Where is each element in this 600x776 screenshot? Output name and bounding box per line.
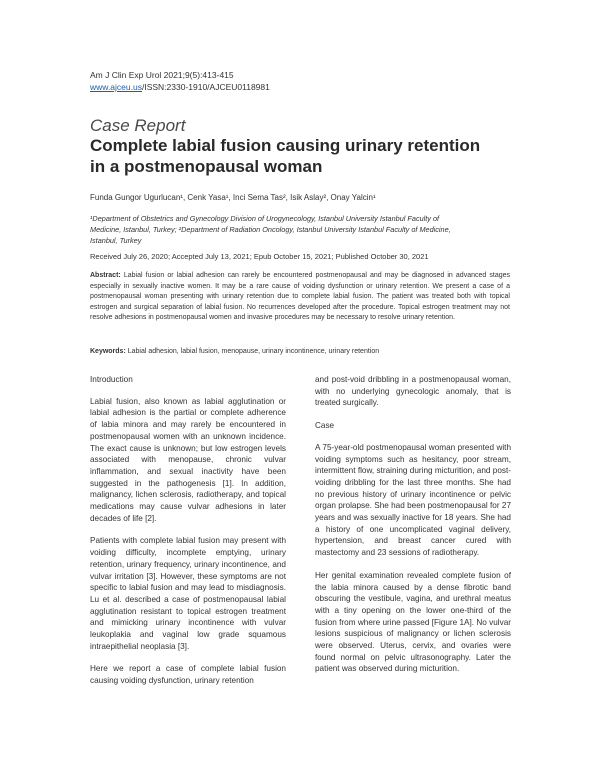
keywords [90,348,379,355]
keywords-text: Labial adhesion, labial fusion, menopause, urinary incontinence, urinary retention [125,348,380,355]
section-heading-case: Case [315,421,335,431]
paragraph: Labial fusion, also known as labial agglutination or labial adhesion is the partial or complete adherence of labia minora and may rarely be encountered in postmenopausal women with an unknown incidence. The exact cause is unknown; but low estrogen levels associated with menopause, chronic vulvar inflammation, and sexual inactivity have been suggested in the pathogenesis [1]. In addition, malignancy, lichen sclerosis, radiotherapy, and topical medications may cause vulvar adhesions in later decades of life [2]. [90,396,286,523]
paragraph: Here we report a case of complete labial fusion causing voiding dysfunction, urinary retention [90,664,286,686]
paragraph: A 75-year-old postmenopausal woman presented with voiding symptoms such as hesitancy, poor stream, intermittent flow, straining during micturition, and post-voiding dribbling for the last three months. She had no previous history of urinary incontinence or pelvic organ prolapse. She had been postmenopausal for 27 years and was sexually inactive for 18 years. She had a history of one uncomplicated vaginal delivery, hypertension, and breast cancer cured with mastectomy and 23 sessions of radiotherapy. [315,442,511,558]
journal-citation: Am J Clin Exp Urol 2021;9(5):413-415 [90,70,234,80]
abstract [90,271,510,324]
publication-dates: Received July 26, 2020; Accepted July 13, 2021; Epub October 15, 2021; Published October 30, 2021 [90,252,429,261]
abstract-label: Abstract: [90,272,121,279]
affiliation-line: Medicine, Istanbul, Turkey; ²Department of Radiation Oncology, Istanbul University Istanbul Faculty of Medicine, [90,224,451,234]
title-line-1: Complete labial fusion causing urinary retention [90,136,481,155]
paragraph: Her genital examination revealed complete fusion of the labia minora caused by a dense fibrotic band obscuring the vestibule, vagina, and urethral meatus with a tiny opening on the lower one-third of the fusion from where urine passed [Figure 1A]. No vulvar lesions suspicious of malignancy or lichen sclerosis were observed. Uterus, cervix, and ovaries were found normal on pelvic ultrasonography. Later the patient was observed during micturition. [315,570,511,674]
article-title [90,135,510,177]
title-line-2: in a postmenopausal woman [90,157,323,176]
paragraph-continuation: and post-void dribbling in a postmenopausal woman, with no underlying gynecologic anomaly, that is treated surgically. [315,375,511,408]
affiliations [90,214,510,246]
author-list: Funda Gungor Ugurlucan¹, Cenk Yasa¹, Inci Sema Tas², Isik Aslay², Onay Yalcin¹ [90,193,376,202]
paragraph: Patients with complete labial fusion may present with voiding difficulty, incomplete emptying, urinary retention, urinary frequency, urinary incontinence, and vulvar irritation [3]. However, these symptoms are not specific to labial fusion and may lead to misdiagnosis. Lu et al. described a case of postmenopausal labial agglutination resistant to topical estrogen treatment and mimicking urinary incontinence with vulvar leukoplakia and vaginal low grade squamous intraepithelial neoplasia [3]. [90,536,286,651]
right-column [315,374,511,686]
issn-text: /ISSN:2330-1910/AJCEU0118981 [141,82,270,92]
journal-url-link[interactable]: www.ajceu.us [90,82,142,92]
keywords-label: Keywords: [90,348,126,355]
affiliation-line: ¹Department of Obstetrics and Gynecology Division of Urogynecology, Istanbul University Istanbul Faculty of [90,214,440,223]
section-heading-introduction: Introduction [90,375,133,384]
journal-header [90,69,270,93]
article-type: Case Report [90,116,186,135]
journal-links [90,81,270,93]
affiliation-line: Istanbul, Turkey [90,235,142,245]
left-column [90,374,286,698]
abstract-text: Labial fusion or labial adhesion can rarely be encountered postmenopausal and may be diagnosed in advanced stages especially in sexually inactive women. It may be a rare cause of voiding dysfunction or urinary retention. We present a case of a postmenopausal woman presenting with urinary retention due to complete labial fusion. The patient was treated both with topical estrogen and surgical separation of labial fusion. No recurrences developed after the procedure. Topical estrogen treatment may not resolve adhesions in postmenopausal women and invasive procedures may be necessary to resolve urinary retention. [90,272,510,321]
